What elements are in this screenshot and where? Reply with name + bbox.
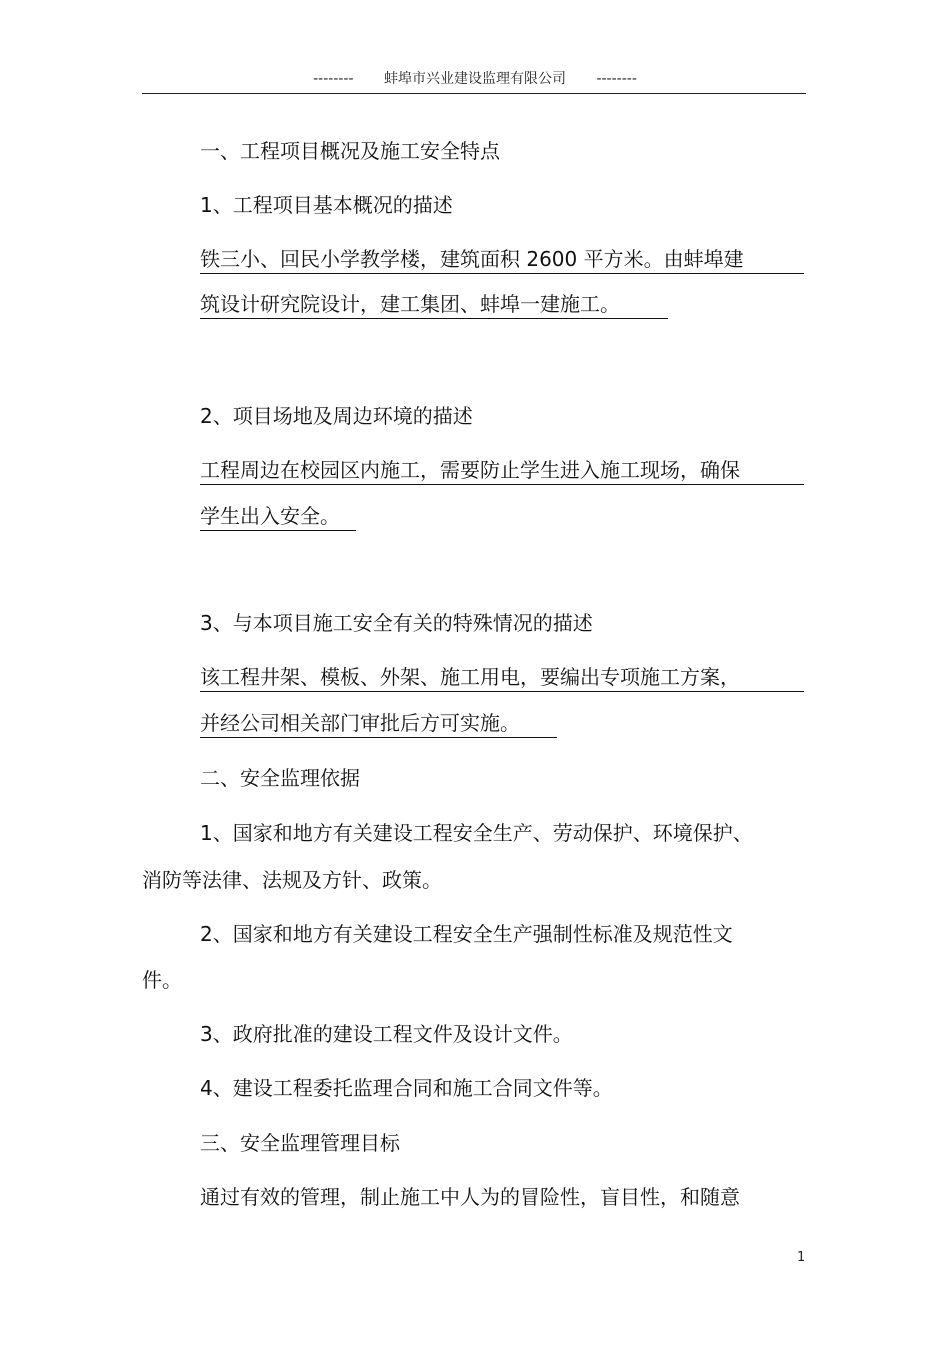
section-2-item-2-line2: 件。: [142, 968, 182, 992]
section-2-item-1-line2: 消防等法律、法规及方针、政策。: [142, 868, 442, 892]
section-1-1-heading: 1、工程项目基本概况的描述: [200, 193, 453, 217]
section-2-item-2-line1: 2、国家和地方有关建设工程安全生产强制性标准及规范性文: [200, 922, 733, 946]
section-2-item-4: 4、建设工程委托监理合同和施工合同文件等。: [200, 1076, 613, 1100]
section-1-1-text-line1: 铁三小、回民小学教学楼，建筑面积 2600 平方米。由蚌埠建: [200, 247, 804, 274]
section-1-3-text-line1: 该工程井架、模板、外架、施工用电，要编出专项施工方案，: [200, 665, 804, 692]
section-3-text-line1: 通过有效的管理，制止施工中人为的冒险性，盲目性，和随意: [200, 1185, 740, 1209]
page-header: [0, 68, 950, 88]
section-1-title: 一、工程项目概况及施工安全特点: [200, 139, 500, 163]
section-1-2-text-line1: 工程周边在校园区内施工，需要防止学生进入施工现场，确保: [200, 458, 804, 485]
section-1-3-heading: 3、与本项目施工安全有关的特殊情况的描述: [200, 611, 593, 635]
section-1-1-text-line2: 筑设计研究院设计，建工集团、蚌埠一建施工。: [200, 292, 668, 319]
section-2-item-3: 3、政府批准的建设工程文件及设计文件。: [200, 1022, 573, 1046]
section-1-2-heading: 2、项目场地及周边环境的描述: [200, 404, 473, 428]
header-right-dash: --------: [596, 71, 637, 87]
page-number: 1: [797, 1250, 806, 1265]
section-1-2-text-line2: 学生出入安全。: [200, 504, 356, 531]
header-company-name: 蚌埠市兴业建设监理有限公司: [384, 71, 566, 87]
section-3-title: 三、安全监理管理目标: [200, 1131, 400, 1155]
section-2-title: 二、安全监理依据: [200, 766, 360, 790]
header-rule: [142, 93, 806, 94]
header-left-dash: --------: [313, 71, 354, 87]
section-1-3-text-line2: 并经公司相关部门审批后方可实施。: [200, 711, 557, 738]
section-2-item-1-line1: 1、国家和地方有关建设工程安全生产、劳动保护、环境保护、: [200, 821, 753, 845]
